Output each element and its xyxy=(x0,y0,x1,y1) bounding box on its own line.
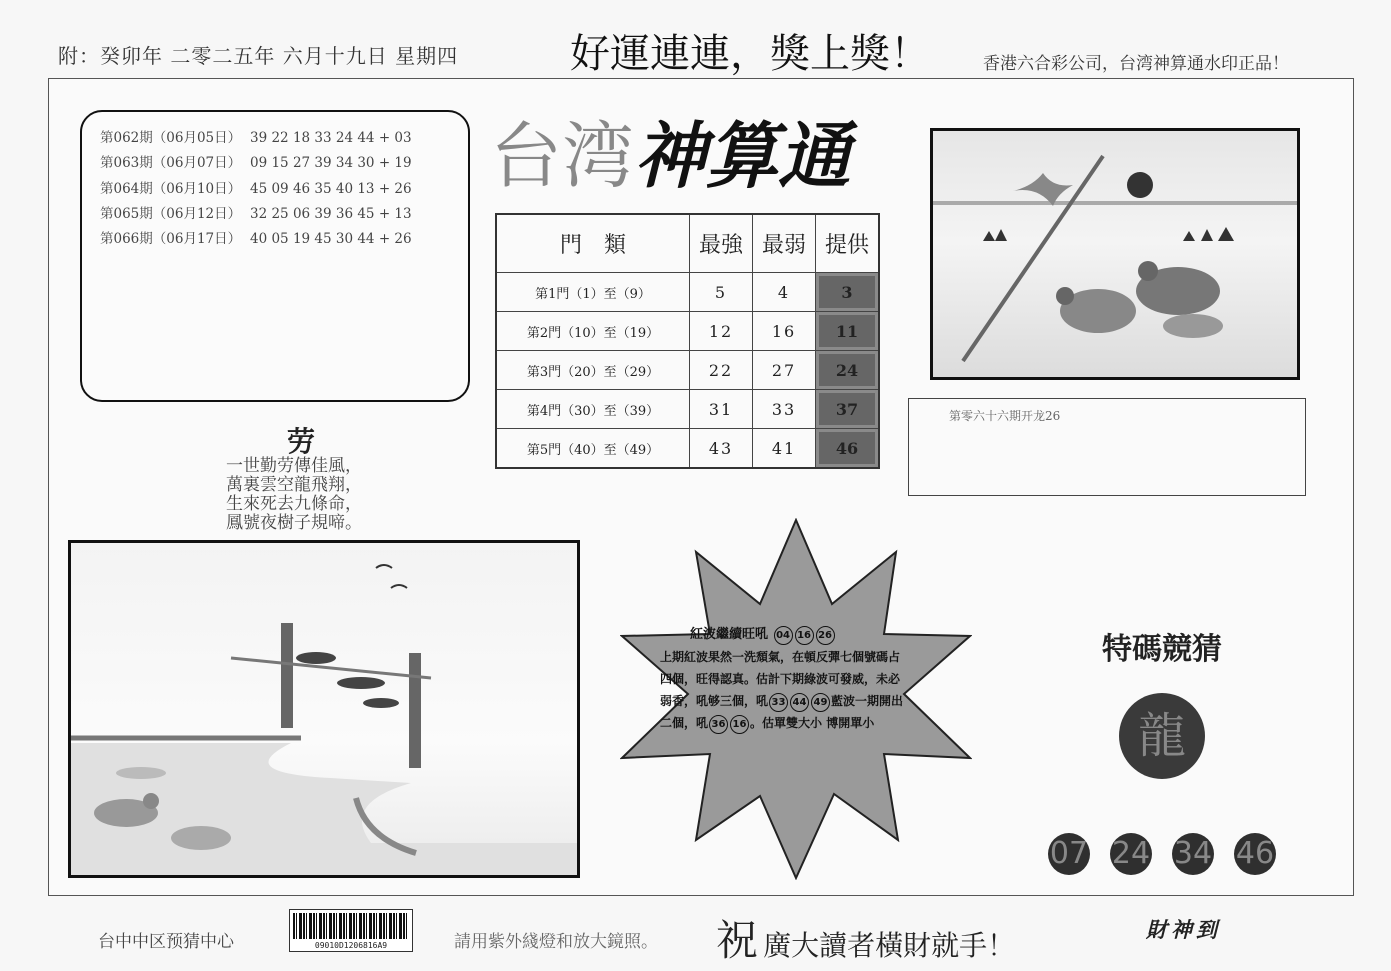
uv-note: 請用紫外綫燈和放大鏡照。 xyxy=(454,932,658,952)
number-ball: 04 xyxy=(774,626,793,645)
number-ball: 46 xyxy=(1234,833,1276,875)
number-ball: 07 xyxy=(1048,833,1090,875)
col-header-weak: 最弱 xyxy=(753,214,816,273)
table-row: 第4門（30）至（39） 31 33 37 xyxy=(496,390,879,429)
history-row: 第065期（06月12日） 32 25 06 39 36 45 + 13 xyxy=(100,205,412,222)
history-row: 第064期（06月10日） 45 09 46 35 40 13 + 26 xyxy=(100,180,412,197)
table-row: 第5門（40）至（49） 43 41 46 xyxy=(496,429,879,469)
col-header-provide: 提供 xyxy=(816,214,880,273)
number-ball: 36 xyxy=(709,715,728,734)
number-ball: 16 xyxy=(730,715,749,734)
starburst-text: 紅波繼續旺吼 04 16 26 上期紅波果然一洗頹氣，在頓反彈七個號碼占 四個，旺得認真。估計下期綠波可發威，未必 弱香，吼够三個，吼 33 44 49 藍波一期開出 二個，吼 36 16 。估單雙大小 博開單小 xyxy=(660,624,950,734)
history-row: 第066期（06月17日） 40 05 19 45 30 44 + 26 xyxy=(100,231,412,248)
date-line: 附：癸卯年 二零二五年 六月十九日 星期四 xyxy=(58,44,459,68)
wish-line: 祝 廣大讀者橫財就手！ xyxy=(716,916,1016,965)
center-name: 台中中区预猜中心 xyxy=(98,932,234,952)
number-ball: 49 xyxy=(811,693,830,712)
number-ball: 16 xyxy=(795,626,814,645)
number-ball: 24 xyxy=(1110,833,1152,875)
company-line: 香港六合彩公司，台湾神算通水印正品！ xyxy=(983,54,1289,74)
table-row: 第3門（20）至（29） 22 27 24 xyxy=(496,351,879,390)
barcode: 09010D1206816A9 xyxy=(289,909,413,952)
note-box: 第零六十六期开龙26 xyxy=(908,398,1306,496)
gate-table xyxy=(495,213,880,469)
signature: 財神到 xyxy=(1146,917,1221,942)
number-ball: 33 xyxy=(769,693,788,712)
landscape-illustration xyxy=(68,540,580,878)
slogan: 好運連連，獎上獎！ xyxy=(570,31,930,77)
col-header-strong: 最強 xyxy=(690,214,753,273)
table-row: 第1門（1）至（9） 5 4 3 xyxy=(496,273,879,312)
zodiac-badge: 龍 xyxy=(1119,693,1205,779)
number-ball: 26 xyxy=(816,626,835,645)
number-ball: 34 xyxy=(1172,833,1214,875)
page-title: 台湾神算通 xyxy=(490,113,851,198)
history-row: 第063期（06月07日） 09 15 27 39 34 30 + 19 xyxy=(100,155,412,172)
history-box xyxy=(80,110,470,402)
history-row: 第062期（06月05日） 39 22 18 33 24 44 + 03 xyxy=(100,130,412,146)
col-header-gate: 門 類 xyxy=(496,214,690,273)
fox-illustration xyxy=(930,128,1300,380)
number-ball: 44 xyxy=(790,693,809,712)
tema-title: 特碼競猜 xyxy=(1102,632,1222,667)
table-row: 第2門（10）至（19） 12 16 11 xyxy=(496,312,879,351)
poem-title: 劳 xyxy=(287,425,316,458)
poem: 一世勤劳傳佳風， 萬裏雲空龍飛翔， 生來死去九條命， 鳳號夜樹子規啼。 xyxy=(226,456,362,533)
